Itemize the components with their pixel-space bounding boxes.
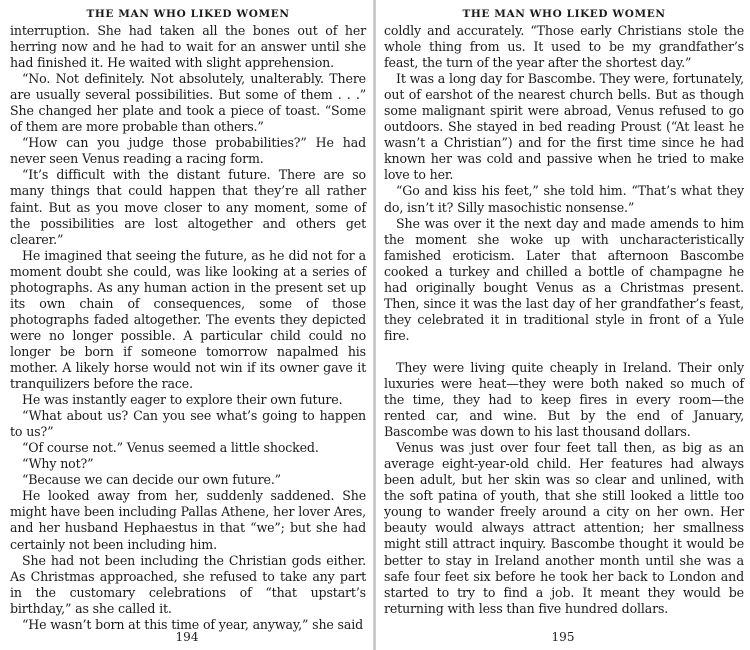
running-head-left: THE MAN WHO LIKED WOMEN — [86, 8, 290, 20]
right-page-body — [384, 23, 744, 617]
paragraph: coldly and accurately. “Those early Christians stole the whole thing from us. It used to be my grandfather’s feast, the turn of the year after the shortest day.” — [384, 23, 744, 71]
page-number-left: 194 — [175, 630, 199, 644]
paragraph: He was instantly eager to explore their own future. — [22, 392, 343, 408]
left-page-body — [10, 23, 366, 633]
paragraph: He looked away from her, suddenly saddened. She might have been including Pallas Athene, her lover Ares, and her husband Hephaestus in that “we”; but she had certainly not been including him. — [10, 488, 366, 552]
right-page — [376, 0, 750, 650]
paragraph: “How can you judge those probabilities?” He had never seen Venus reading a racing form. — [10, 135, 366, 167]
running-head-right: THE MAN WHO LIKED WOMEN — [462, 8, 666, 20]
left-page — [0, 0, 374, 650]
paragraph: Venus was just over four feet tall then, as big as an average eight-year-old child. Her features had always been adult, but her skin was so clear and unlined, with the soft patina of youth, that she still looked a little too young to wander freely around a city on her own. Her beauty would always attract attention; her smallness might still attract inquiry. Bascombe thought it would be better to stay in Ireland another month until she was a safe four feet six before he took her back to London and started to try to find a job. It meant they would be returning with less than five hundred dollars. — [384, 440, 744, 616]
paragraph: “Go and kiss his feet,” she told him. “That’s what they do, isn’t it? Silly masochistic nonsense.” — [384, 183, 744, 215]
paragraph: “Because we can decide our own future.” — [22, 472, 281, 488]
paragraph: “He wasn’t born at this time of year, anyway,” she said — [22, 616, 364, 632]
paragraph: He imagined that seeing the future, as he did not for a moment doubt she could, was like looking at a series of photographs. As any human action in the present set up its own chain of consequences, some of those photographs faded altogether. The events they depicted were no longer possible. A particular child could no longer be born if someone tomorrow napalmed his mother. A likely horse would not win if its owner gave it tranquilizers before the race. — [10, 247, 366, 392]
paragraph: They were living quite cheaply in Ireland. Their only luxuries were heat—they were both naked so much of the time, they had to keep fires in every room—the rented car, and wine. But by the end of January, Bascombe was down to his last thousand dollars. — [384, 359, 744, 440]
page-number-right: 195 — [551, 630, 575, 644]
paragraph: She had not been including the Christian gods either. As Christmas approached, she refused to take any part in the customary celebrations of “that upstart’s birthday,” as she called it. — [10, 552, 366, 616]
paragraph: “No. Not definitely. Not absolutely, unalterably. There are usually several possibilities. But some of them . . .” She changed her plate and took a piece of toast. “Some of them are more probable than others.” — [10, 71, 366, 135]
paragraph: “What about us? Can you see what’s going to happen to us?” — [10, 408, 366, 440]
paragraph: “It’s difficult with the distant future. There are so many things that could happen that they’re all rather faint. But as you move closer to any moment, some of the possibilities are lost altogether and others get clearer.” — [10, 167, 366, 247]
paragraph: “Why not?” — [22, 456, 94, 472]
paragraph: interruption. She had taken all the bones out of her herring now and he had to wait for an answer until she had finished it. He waited with slight apprehension. — [10, 23, 366, 71]
paragraph: “Of course not.” Venus seemed a little shocked. — [22, 440, 319, 456]
paragraph: It was a long day for Bascombe. They were, fortunately, out of earshot of the nearest church bells. But as though some malignant spirit were abroad, Venus refused to go outdoors. She stayed in bed reading Proust (“At least he wasn’t a Christian”) and for the first time since he had known her was cold and passive when he tried to make love to her. — [384, 71, 744, 183]
paragraph: She was over it the next day and made amends to him the moment she woke up with uncharacteristically famished eroticism. Later that afternoon Bascombe cooked a turkey and chilled a bottle of champagne he had originally bought Venus as a Christmas present. Then, since it was the last day of her grandfather’s feast, they celebrated it in traditional style in front of a Yule fire. — [384, 215, 744, 343]
